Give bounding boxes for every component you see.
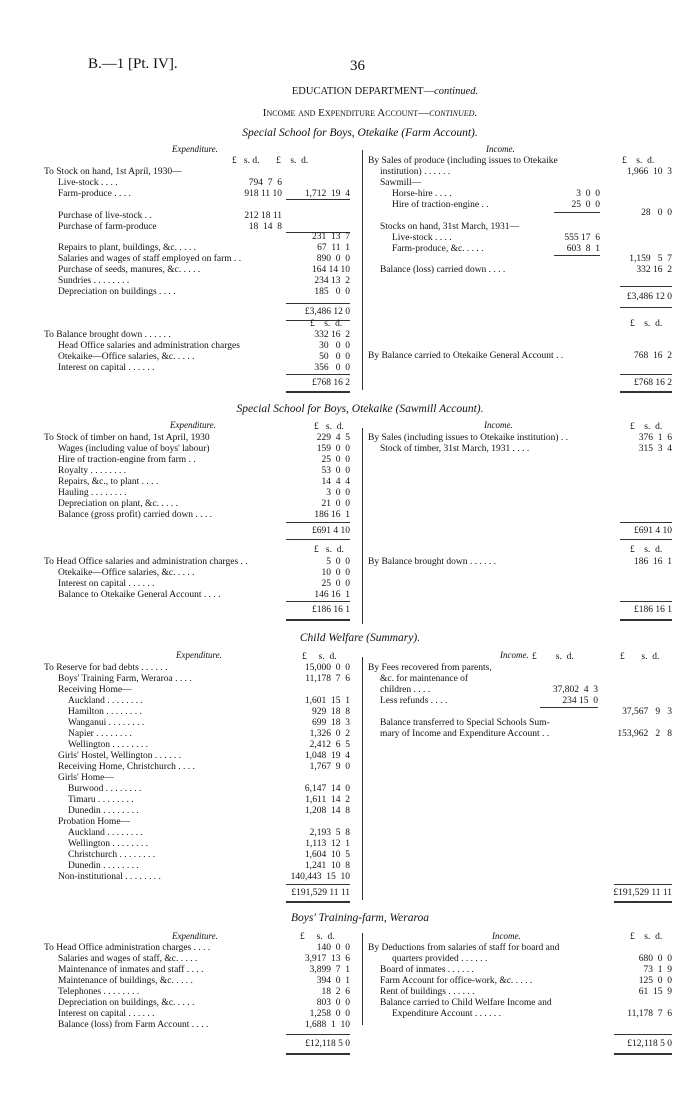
- account-heading: Income and Expenditure Account—continued.: [262, 107, 478, 119]
- farm-exp-value: 67 11 1: [317, 243, 350, 253]
- cw-inc-item: By Fees recovered from parents,: [368, 663, 492, 673]
- training-farm-title: Boys' Training-farm, Weraroa: [290, 912, 430, 924]
- farm-income-label: Income.: [486, 144, 515, 154]
- farm-inc-item: By Sales of produce (including issues to Otekaike: [368, 156, 558, 166]
- farm-expenditure-label: Expenditure.: [172, 144, 218, 154]
- tf-inc-value: 11,178 7 6: [627, 1009, 672, 1019]
- farm-exp-item: Purchase of seeds, manures, &c. . . . .: [58, 265, 201, 275]
- sawmill-exp-item: Hauling . . . . . . . .: [58, 488, 127, 498]
- sawmill-bal-left-value: 146 16 1: [314, 590, 350, 600]
- cw-currency-head-right: £ s. d.: [620, 652, 660, 662]
- farm-bal-right-value: 768 16 2: [634, 351, 672, 361]
- farm-inc-value: 555 17 6: [564, 233, 600, 243]
- sawmill-exp-item: Balance (gross profit) carried down . . . .: [58, 510, 213, 520]
- tf-inc-item: Rent of buildings . . . . . .: [380, 987, 475, 997]
- farm-exp-value: 164 14 10: [312, 265, 350, 275]
- child-welfare-title: Child Welfare (Summary).: [299, 632, 421, 644]
- rule: [554, 255, 600, 256]
- farm-exp-total: £3,486 12 0: [304, 307, 350, 317]
- cw-exp-value: 1,604 10 5: [304, 850, 350, 860]
- sawmill-exp-item: To Stock of timber on hand, 1st April, 1930: [44, 433, 210, 443]
- farm-bal-left-item: Interest on capital . . . . . .: [58, 363, 155, 373]
- cw-exp-value: 1,326 0 2: [309, 729, 350, 739]
- cw-exp-value: 1,048 19 4: [304, 751, 350, 761]
- farm-exp-item: Salaries and wages of staff employed on farm . .: [58, 254, 242, 264]
- sawmill-inc-value: 376 1 6: [638, 433, 672, 443]
- cw-exp-item: To Reserve for bad debts . . . . . .: [44, 663, 168, 673]
- cw-exp-item: Hamilton . . . . . . . .: [68, 707, 142, 717]
- cw-exp-value: 11,178 7 6: [305, 674, 350, 684]
- sawmill-bal-left-item: To Head Office salaries and administration charges . .: [44, 557, 248, 567]
- sawmill-bal-currency-head-right: £ s. d.: [630, 545, 663, 555]
- sawmill-currency-head-right: £ s. d.: [630, 422, 663, 432]
- cw-exp-item: Napier . . . . . . . .: [68, 729, 132, 739]
- sawmill-exp-value: 229 4 5: [316, 433, 350, 443]
- sawmill-exp-item: Hire of traction-engine from farm . .: [58, 455, 196, 465]
- rule: [286, 522, 350, 523]
- farm-exp-value: 918 11 10: [244, 189, 282, 199]
- rule: [620, 601, 672, 602]
- farm-bal-left-item: To Balance brought down . . . . . .: [44, 330, 171, 340]
- cw-inc-total: £191,529 11 11: [613, 888, 672, 898]
- sawmill-inc-total: £691 4 10: [634, 526, 672, 536]
- cw-exp-item: Dunedin . . . . . . . .: [68, 806, 139, 816]
- cw-expenditure-label: Expenditure.: [176, 650, 222, 660]
- rule: [286, 391, 350, 393]
- farm-exp-subtotal: 1,712 19 4: [304, 189, 350, 199]
- cw-exp-item: Girls' Hostel, Wellington . . . . . .: [58, 751, 181, 761]
- sawmill-account-title: Special School for Boys, Otekaike (Sawmill Account).: [236, 403, 484, 415]
- cw-exp-item: Probation Home—: [58, 817, 131, 827]
- rule: [614, 1053, 672, 1055]
- cw-exp-value: 1,767 9 0: [309, 762, 350, 772]
- tf-exp-item: Telephones . . . . . . . .: [58, 987, 140, 997]
- cw-inc-item: children . . . .: [380, 685, 431, 695]
- farm-exp-value: 212 18 11: [244, 211, 282, 221]
- cw-inc-item: &c. for maintenance of: [380, 674, 469, 684]
- sawmill-exp-item: Repairs, &c., to plant . . . .: [58, 477, 159, 487]
- cw-exp-value: 1,208 14 8: [304, 806, 350, 816]
- tf-exp-value: 394 0 1: [316, 976, 350, 986]
- rule: [614, 884, 672, 885]
- cw-exp-value: 1,113 12 1: [305, 839, 350, 849]
- tf-exp-item: To Head Office administration charges . . . .: [44, 943, 211, 953]
- farm-inc-value: 28 0 0: [641, 208, 672, 218]
- farm-exp-item: Sundries . . . . . . . .: [58, 276, 130, 286]
- rule: [620, 522, 672, 523]
- sawmill-exp-value: 3 0 0: [326, 488, 350, 498]
- tf-exp-total: £12,118 5 0: [305, 1039, 350, 1049]
- farm-inc-value: 332 16 2: [636, 265, 672, 275]
- farm-bal-left-item: Otekaike—Office salaries, &c. . . . .: [58, 352, 195, 362]
- farm-inc-value: 603 8 1: [566, 244, 600, 254]
- farm-bal-left-total: £768 16 2: [312, 378, 350, 388]
- rule: [620, 286, 672, 287]
- sawmill-bal-left-value: 5 0 0: [326, 557, 350, 567]
- tf-exp-value: 3,917 13 6: [304, 954, 350, 964]
- rule: [286, 901, 350, 903]
- cw-exp-value: 1,611 14 2: [305, 795, 350, 805]
- cw-exp-value: 2,193 5 8: [309, 828, 350, 838]
- tf-exp-value: 1,258 0 0: [309, 1009, 350, 1019]
- farm-inc-value: 3 0 0: [576, 189, 600, 199]
- farm-bal-left-value: 50 0 0: [319, 352, 350, 362]
- sawmill-bal-right-value: 186 16 1: [634, 557, 672, 567]
- cw-exp-item: Wanganui . . . . . . . .: [68, 718, 145, 728]
- farm-inc-item: Sawmill—: [380, 178, 422, 188]
- farm-bal-left-value: 30 0 0: [319, 341, 350, 351]
- cw-exp-item: Burwood . . . . . . . .: [68, 784, 142, 794]
- cw-exp-item: Non-institutional . . . . . . . .: [58, 872, 161, 882]
- cw-inc-value: 37,567 9 3: [622, 707, 672, 717]
- farm-exp-item: Depreciation on buildings . . . .: [58, 287, 176, 297]
- sawmill-inc-item: By Sales (including issues to Otekaike institution) . .: [368, 433, 569, 443]
- tf-exp-value: 140 0 0: [316, 943, 350, 953]
- cw-exp-item: Auckland . . . . . . . .: [68, 828, 143, 838]
- farm-inc-value: 25 0 0: [571, 200, 600, 210]
- cw-exp-item: Receiving Home, Christchurch . . . .: [58, 762, 195, 772]
- farm-divider: [362, 150, 363, 390]
- farm-exp-item: Purchase of farm-produce: [58, 222, 157, 232]
- farm-balance-currency-head-right: £ s. d.: [630, 319, 663, 329]
- cw-exp-value: 1,601 15 1: [304, 696, 350, 706]
- rule: [620, 391, 672, 393]
- rule: [554, 212, 600, 213]
- tf-inc-item: By Deductions from salaries of staff for board and: [368, 943, 560, 953]
- farm-inc-item: Hire of traction-engine . .: [392, 200, 489, 210]
- cw-inc-item: mary of Income and Expenditure Account . .: [380, 729, 550, 739]
- tf-income-label: Income.: [492, 931, 521, 941]
- farm-bal-left-item: Head Office salaries and administration charges: [58, 341, 240, 351]
- farm-right-currency-head: £ s. d.: [622, 156, 655, 166]
- cw-exp-value: 1,241 10 8: [304, 861, 350, 871]
- tf-inc-value: 680 0 0: [638, 954, 672, 964]
- sawmill-exp-item: Wages (including value of boys' labour): [58, 444, 210, 454]
- sawmill-bal-right-total: £186 16 1: [634, 605, 672, 615]
- farm-bal-right-total: £768 16 2: [634, 378, 672, 388]
- cw-inc-inner-value: 37,802 4 3: [552, 685, 598, 695]
- cw-exp-item: Boys' Training Farm, Weraroa . . . .: [58, 674, 192, 684]
- tf-inc-value: 125 0 0: [638, 976, 672, 986]
- tf-exp-value: 803 0 0: [316, 998, 350, 1008]
- department-heading: EDUCATION DEPARTMENT—continued.: [291, 86, 479, 97]
- cw-exp-item: Christchurch . . . . . . . .: [68, 850, 156, 860]
- tf-inc-item: Balance carried to Child Welfare Income and: [380, 998, 552, 1008]
- rule: [620, 307, 672, 308]
- sawmill-exp-value: 14 4 4: [321, 477, 350, 487]
- rule: [620, 539, 672, 540]
- sawmill-expenditure-label: Expenditure.: [170, 420, 216, 430]
- tf-exp-item: Balance (loss) from Farm Account . . . .: [58, 1020, 209, 1030]
- farm-inc-value: 1,966 10 3: [626, 167, 672, 177]
- sawmill-exp-value: 53 0 0: [321, 466, 350, 476]
- cw-exp-item: Auckland . . . . . . . .: [68, 696, 143, 706]
- tf-inc-item: quarters provided . . . . . .: [392, 954, 488, 964]
- farm-exp-value: 890 0 0: [316, 254, 350, 264]
- tf-exp-item: Salaries and wages of staff, &c. . . . .: [58, 954, 198, 964]
- sawmill-bal-left-item: Interest on capital . . . . . .: [58, 579, 155, 589]
- sawmill-bal-left-item: Otekaike—Office salaries, &c. . . . .: [58, 568, 195, 578]
- farm-bal-right-item: By Balance carried to Otekaike General Account . .: [368, 351, 564, 361]
- cw-inc-inner-value: 234 15 0: [562, 696, 598, 706]
- cw-inc-item: Less refunds . . . .: [380, 696, 448, 706]
- cw-currency-head: £ s. d.: [302, 652, 337, 662]
- sawmill-bal-right-item: By Balance brought down . . . . . .: [368, 557, 496, 567]
- farm-account-title: Special School for Boys, Otekaike (Farm Account).: [242, 127, 478, 139]
- farm-exp-value: 185 0 0: [314, 287, 350, 297]
- sawmill-bal-left-item: Balance to Otekaike General Account . . . .: [58, 590, 221, 600]
- tf-divider: [362, 933, 363, 1025]
- rule: [614, 901, 672, 903]
- sawmill-inc-value: 315 3 4: [638, 444, 672, 454]
- cw-exp-value: 699 18 3: [312, 718, 350, 728]
- page-reference: B.—1 [Pt. IV].: [88, 56, 178, 72]
- farm-inc-item: Stocks on hand, 31st March, 1931—: [380, 222, 520, 232]
- farm-inc-total: £3,486 12 0: [626, 292, 672, 302]
- tf-inc-item: Expenditure Account . . . . . .: [392, 1009, 501, 1019]
- rule: [620, 619, 672, 621]
- sawmill-currency-head: £ s. d.: [314, 422, 344, 432]
- farm-inc-item: Balance (loss) carried down . . . .: [380, 265, 506, 275]
- farm-exp-item: Repairs to plant, buildings, &c. . . . .: [58, 243, 197, 253]
- cw-inc-item: Balance transferred to Special Schools Sum-: [380, 718, 550, 728]
- cw-exp-total: £191,529 11 11: [291, 888, 350, 898]
- cw-exp-item: Girls' Home—: [58, 773, 114, 783]
- sawmill-divider: [362, 428, 363, 624]
- tf-currency-head-right: £ s. d.: [630, 932, 663, 942]
- farm-exp-value: 794 7 6: [248, 178, 282, 188]
- cw-exp-value: 140,443 15 10: [290, 872, 350, 882]
- farm-bal-left-value: 356 0 0: [314, 363, 350, 373]
- rule: [286, 1034, 350, 1035]
- tf-inc-item: Board of inmates . . . . . .: [380, 965, 474, 975]
- rule: [286, 1053, 350, 1055]
- farm-exp-value: 18 14 8: [248, 222, 282, 232]
- farm-inc-value: 1,159 5 7: [629, 254, 672, 264]
- cw-exp-item: Wellington . . . . . . . .: [68, 839, 148, 849]
- rule: [286, 539, 350, 540]
- cw-income-label: Income.: [500, 650, 529, 660]
- tf-exp-value: 18 2 6: [321, 987, 350, 997]
- tf-inc-value: 61 15 9: [638, 987, 672, 997]
- tf-inc-value: 73 1 9: [643, 965, 672, 975]
- cw-exp-item: Receiving Home—: [58, 685, 132, 695]
- rule: [286, 619, 350, 621]
- cw-exp-value: 15,000 0 0: [304, 663, 350, 673]
- farm-inc-item: institution) . . . . . .: [380, 167, 451, 177]
- farm-inc-item: Live-stock . . . .: [392, 233, 452, 243]
- cw-exp-value: 929 18 8: [312, 707, 350, 717]
- sawmill-bal-left-value: 25 0 0: [321, 579, 350, 589]
- tf-exp-value: 3,899 7 1: [309, 965, 350, 975]
- sawmill-bal-left-value: 10 0 0: [321, 568, 350, 578]
- farm-exp-item: Purchase of live-stock . .: [58, 211, 152, 221]
- farm-exp-item: Live-stock . . . .: [58, 178, 118, 188]
- farm-exp-item: Farm-produce . . . .: [58, 189, 131, 199]
- sawmill-income-label: Income.: [484, 420, 513, 430]
- sawmill-exp-value: 25 0 0: [321, 455, 350, 465]
- cw-inc-value: 153,962 2 8: [617, 729, 672, 739]
- cw-exp-value: 6,147 14 0: [304, 784, 350, 794]
- tf-inc-total: £12,118 5 0: [627, 1039, 672, 1049]
- farm-bal-left-value: 332 16 2: [314, 330, 350, 340]
- tf-currency-head: £ s. d.: [300, 932, 335, 942]
- rule: [286, 303, 350, 304]
- farm-inc-item: Horse-hire . . . .: [392, 189, 452, 199]
- cw-exp-value: 2,412 6 5: [309, 740, 350, 750]
- rule: [614, 1034, 672, 1035]
- tf-inc-item: Farm Account for office-work, &c. . . . .: [380, 976, 533, 986]
- tf-expenditure-label: Expenditure.: [172, 931, 218, 941]
- rule: [286, 601, 350, 602]
- tf-exp-item: Depreciation on buildings, &c. . . . .: [58, 998, 195, 1008]
- tf-exp-item: Interest on capital . . . . . .: [58, 1009, 155, 1019]
- rule: [286, 374, 350, 375]
- farm-left-currency-head: £ s. d. £ s. d.: [232, 156, 309, 166]
- cw-divider: [362, 657, 363, 900]
- farm-balance-currency-head: £ s. d.: [310, 319, 343, 329]
- sawmill-exp-item: Depreciation on plant, &c. . . . .: [58, 499, 179, 509]
- farm-exp-item: To Stock on hand, 1st April, 1930—: [44, 167, 182, 177]
- farm-exp-value: 234 13 2: [314, 276, 350, 286]
- cw-exp-item: Dunedin . . . . . . . .: [68, 861, 139, 871]
- tf-exp-item: Maintenance of inmates and staff . . . .: [58, 965, 204, 975]
- sawmill-exp-value: 159 0 0: [316, 444, 350, 454]
- sawmill-exp-total: £691 4 10: [312, 526, 350, 536]
- rule: [620, 374, 672, 375]
- sawmill-bal-left-total: £186 16 1: [312, 605, 350, 615]
- sawmill-exp-value: 21 0 0: [321, 499, 350, 509]
- farm-exp-value: 231 13 7: [312, 232, 350, 242]
- cw-currency-head-inner: £ s. d.: [532, 652, 574, 662]
- sawmill-bal-currency-head: £ s. d.: [314, 545, 344, 555]
- tf-exp-value: 1,688 1 10: [304, 1020, 350, 1030]
- farm-inc-item: Farm-produce, &c. . . . .: [392, 244, 484, 254]
- page-number: 36: [350, 58, 365, 74]
- cw-exp-item: Timaru . . . . . . . .: [68, 795, 134, 805]
- sawmill-inc-item: Stock of timber, 31st March, 1931 . . . .: [380, 444, 530, 454]
- rule: [286, 884, 350, 885]
- sawmill-exp-value: 186 16 1: [314, 510, 350, 520]
- tf-exp-item: Maintenance of buildings, &c. . . . .: [58, 976, 193, 986]
- sawmill-exp-item: Royalty . . . . . . . .: [58, 466, 127, 476]
- cw-exp-item: Wellington . . . . . . . .: [68, 740, 148, 750]
